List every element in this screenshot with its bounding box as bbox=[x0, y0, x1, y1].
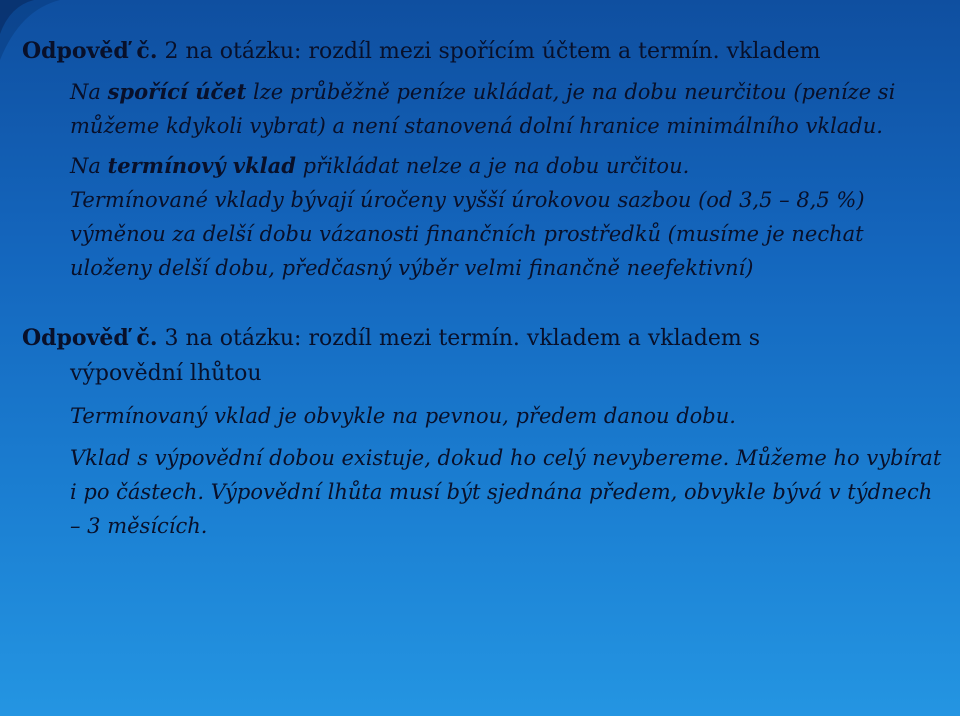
answer-3-heading bbox=[22, 321, 942, 356]
answer-3-question: na otázku: rozdíl mezi termín. vkladem a vkladem s bbox=[185, 326, 761, 351]
answer-2-number: 2 bbox=[164, 39, 179, 64]
fixed-term-paragraph: Termínovaný vklad je obvykle na pevnou, předem danou dobu. bbox=[70, 404, 736, 428]
savings-account-term: spořící účet bbox=[107, 79, 247, 104]
answer-2-heading bbox=[22, 34, 942, 69]
slide-content bbox=[22, 34, 942, 543]
answer-3-number: 3 bbox=[164, 326, 179, 351]
savings-account-paragraph: Na spořící účet lze průběžně peníze ukládat, je na dobu neurčitou (peníze si můžeme kdykoli vybrat) a není stanovená dolní hranice minimálního vkladu. bbox=[70, 79, 896, 138]
answer-3-section bbox=[22, 321, 942, 543]
answer-2-label: Odpověď č. bbox=[22, 38, 158, 64]
answer-3-label: Odpověď č. bbox=[22, 325, 158, 351]
answer-2-question: na otázku: rozdíl mezi spořícím účtem a termín. vkladem bbox=[185, 39, 821, 64]
term-deposit-paragraph: Na termínový vklad přikládat nelze a je na dobu určitou. bbox=[70, 153, 690, 178]
interest-rates-paragraph: Termínované vklady bývají úročeny vyšší úrokovou sazbou (od 3,5 – 8,5 %) výměnou za delší dobu vázanosti finančních prostředků (musíme je nechat uloženy delší dobu, předčasný výběr velmi finančně neefektivní) bbox=[70, 188, 865, 280]
answer-3-question-continued: výpovědní lhůtou bbox=[70, 361, 262, 386]
notice-deposit-paragraph: Vklad s výpovědní dobou existuje, dokud ho celý nevybereme. Můžeme ho vybírat i po částech. Výpovědní lhůta musí být sjednána předem, obvykle bývá v týdnech – 3 měsících. bbox=[70, 446, 942, 538]
term-deposit-term: termínový vklad bbox=[107, 153, 296, 178]
